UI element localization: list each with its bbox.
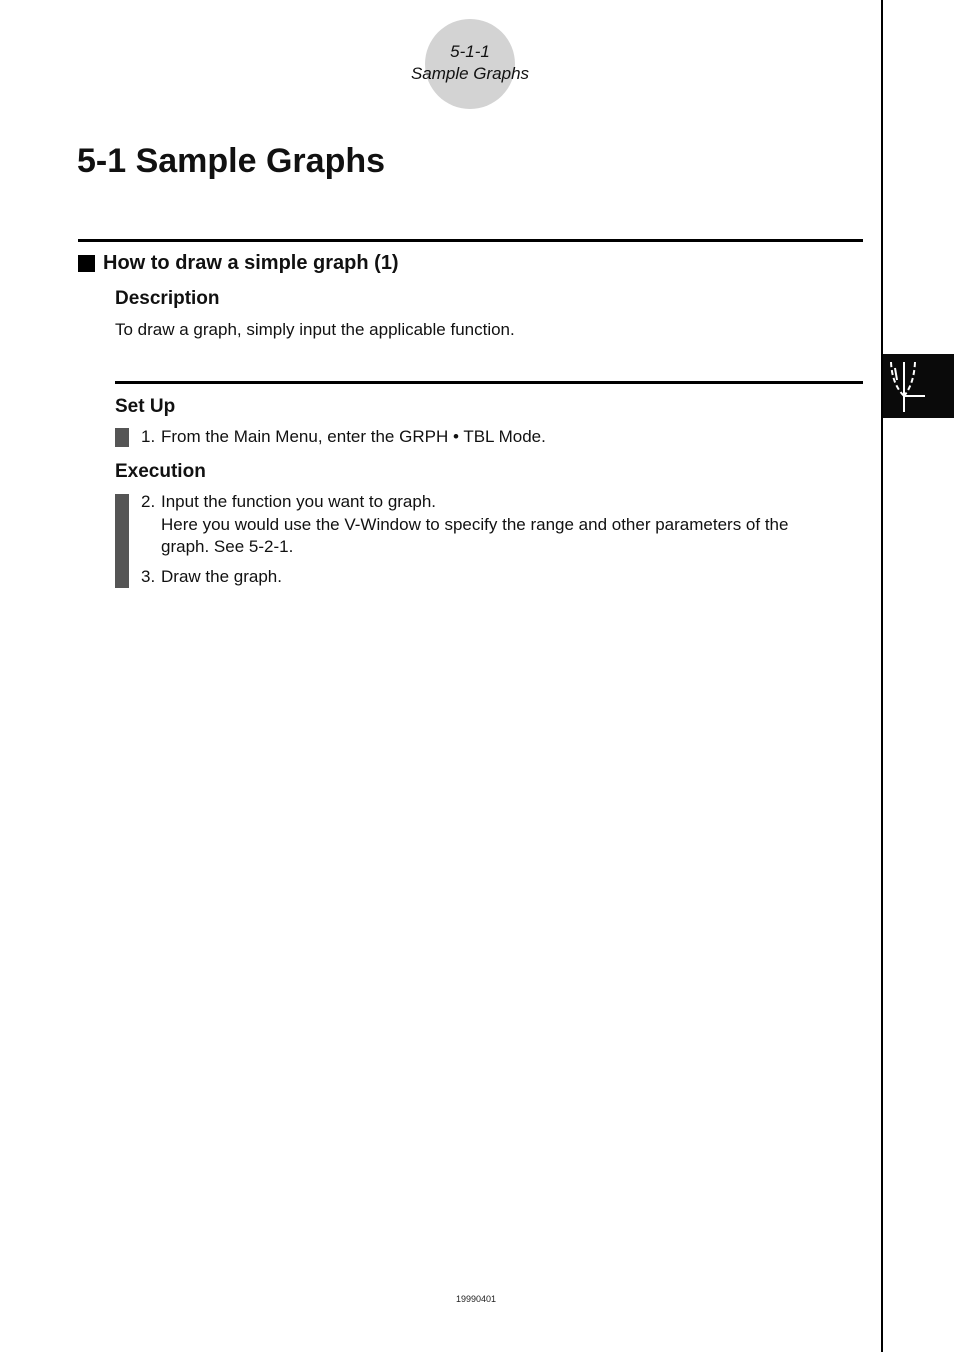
section-running-title: Sample Graphs <box>410 64 530 83</box>
description-heading: Description <box>115 288 220 309</box>
page-title: 5-1 Sample Graphs <box>77 142 386 180</box>
execution-step <box>141 566 282 589</box>
step-text: From the Main Menu, enter the GRPH • TBL Mode. <box>161 427 546 446</box>
step-text: Input the function you want to graph. <box>161 492 437 511</box>
step-number: 3. <box>141 567 156 586</box>
section-heading <box>78 252 399 275</box>
section-heading-text: How to draw a simple graph (1) <box>103 252 399 274</box>
step-number: 2. <box>141 492 156 511</box>
subsection-divider <box>115 381 863 384</box>
page-edge-rule <box>881 0 883 1352</box>
step-number: 1. <box>141 427 156 446</box>
square-bullet-icon <box>78 255 95 272</box>
setup-step-bar <box>115 428 129 447</box>
section-divider <box>78 239 863 242</box>
section-number: 5-1-1 <box>450 42 490 61</box>
description-text: To draw a graph, simply input the applicable function. <box>115 320 515 339</box>
step-continuation: Here you would use the V-Window to specify the range and other parameters of the <box>161 515 789 534</box>
execution-heading: Execution <box>115 461 206 482</box>
step-continuation: graph. See 5-2-1. <box>161 537 294 556</box>
execution-step <box>141 491 436 514</box>
setup-step <box>141 426 546 449</box>
execution-step-bar <box>115 494 129 588</box>
step-text: Draw the graph. <box>161 567 282 586</box>
chapter-tab <box>883 354 954 418</box>
footer-code: 19990401 <box>455 1294 497 1304</box>
setup-heading: Set Up <box>115 396 176 417</box>
graph-mode-icon <box>883 354 954 418</box>
